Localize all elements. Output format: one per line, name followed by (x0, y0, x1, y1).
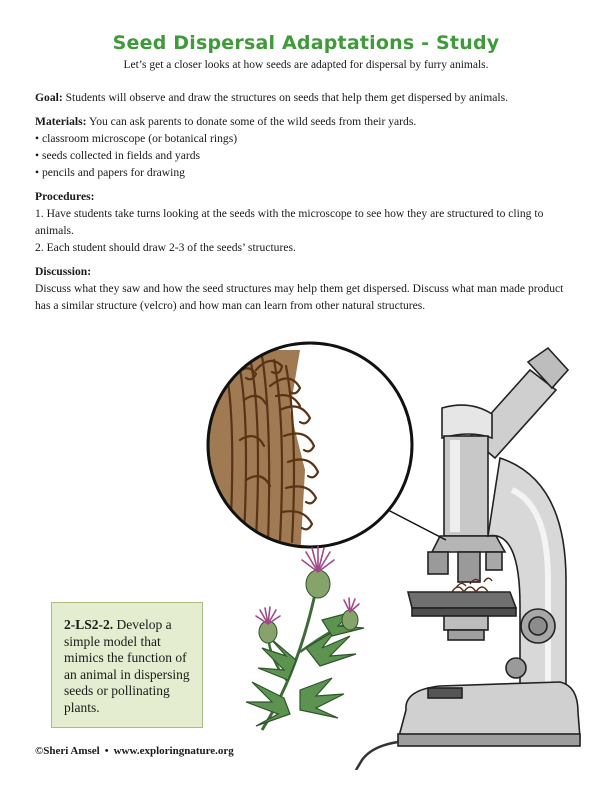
procedures-section (35, 188, 580, 256)
materials-item: • seeds collected in fields and yards (35, 147, 580, 164)
thistle-icon (246, 546, 364, 730)
ngss-standard-box (51, 602, 203, 728)
goal-label: Goal: (35, 91, 63, 104)
materials-paragraph (35, 113, 580, 130)
footer-website[interactable]: www.exploringnature.org (113, 745, 234, 757)
footer (35, 745, 234, 757)
materials-item: • classroom microscope (or botanical rings) (35, 130, 580, 147)
materials-item: • pencils and papers for drawing (35, 164, 580, 181)
page-subtitle: Let’s get a closer looks at how seeds are adapted for dispersal by furry animals. (123, 59, 489, 71)
discussion-label: Discussion: (35, 265, 92, 278)
page-title: Seed Dispersal Adaptations - Study (112, 32, 500, 54)
footer-separator: • (104, 745, 109, 757)
magnified-seed-view (208, 343, 446, 560)
materials-list (35, 130, 580, 181)
materials-label: Materials: (35, 115, 87, 128)
footer-copyright: ©Sheri Amsel (35, 745, 100, 757)
procedures-label: Procedures: (35, 190, 95, 203)
materials-section (35, 113, 580, 181)
procedure-step: 1. Have students take turns looking at the seeds with the microscope to see how they are structured to cling to animals. (35, 207, 544, 237)
goal-paragraph (35, 89, 580, 106)
lesson-content (35, 89, 580, 321)
discussion-text: Discuss what they saw and how the seed structures may help them get dispersed. Discuss what man made product has a similar structure (velcro) and how man can learn from other natural structures. (35, 282, 564, 312)
goal-text: Students will observe and draw the structures on seeds that help them get dispersed by animals. (62, 91, 508, 104)
standard-code: 2-LS2-2. (64, 617, 114, 632)
materials-text: You can ask parents to donate some of the wild seeds from their yards. (86, 115, 417, 128)
procedure-step: 2. Each student should draw 2-3 of the seeds’ structures. (35, 241, 296, 254)
discussion-section (35, 263, 580, 314)
standard-text: Develop a simple model that mimics the function of an animal in dispersing seeds or pollinating plants. (64, 617, 190, 715)
